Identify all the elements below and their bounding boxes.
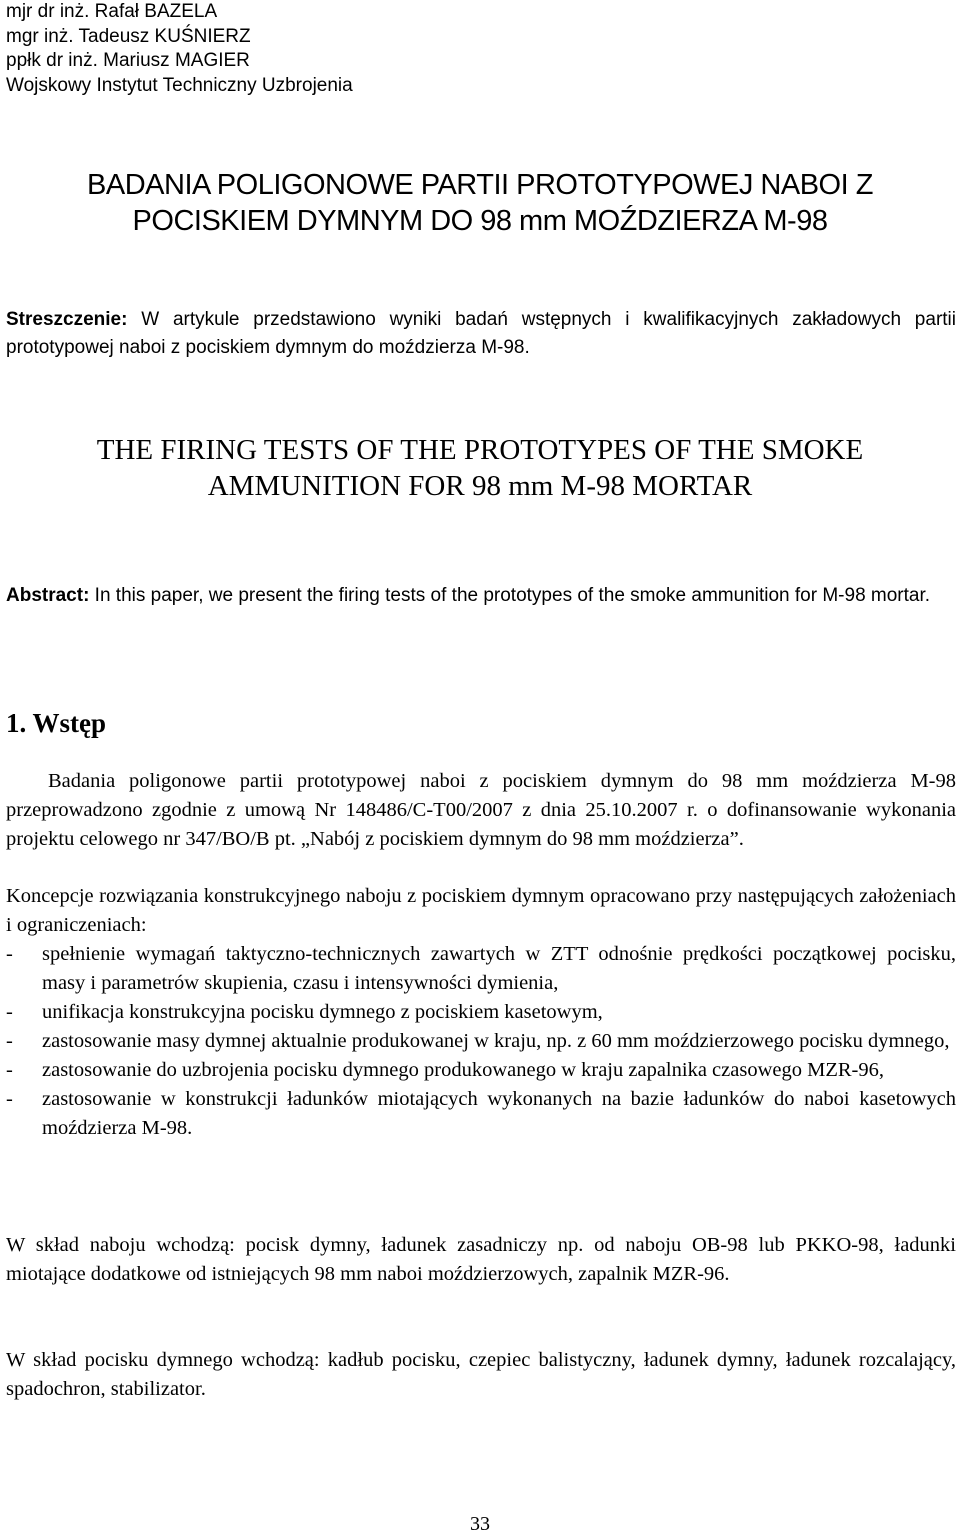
list-dash: -	[6, 943, 13, 965]
list-item-text: unifikacja konstrukcyjna pocisku dymnego z pociskiem kasetowym,	[42, 1001, 603, 1023]
list-item-text: zastosowanie w konstrukcji ładunków miotających wykonanych na bazie ładunków do naboi kasetowych moździerza M-98.	[42, 1088, 956, 1139]
author-3: ppłk dr inż. Mariusz MAGIER	[6, 50, 250, 71]
list-item	[6, 1056, 956, 1085]
author-block	[6, 0, 353, 98]
abstract-english	[6, 582, 956, 610]
title-english-line-2: AMMUNITION FOR 98 mm M-98 MORTAR	[207, 470, 753, 502]
list-item-text: zastosowanie masy dymnej aktualnie produkowanej w kraju, np. z 60 mm moździerzowego pocisku dymnego,	[42, 1030, 950, 1052]
list-item	[6, 940, 956, 998]
section-heading: 1. Wstęp	[6, 708, 107, 738]
list-dash: -	[6, 1030, 13, 1052]
title-polish-line-1: BADANIA POLIGONOWE PARTII PROTOTYPOWEJ NABOI Z	[87, 169, 873, 201]
abstract-english-text: In this paper, we present the firing tests of the prototypes of the smoke ammunition for M-98 mortar.	[89, 585, 931, 606]
title-polish	[0, 167, 960, 239]
title-english-line-1: THE FIRING TESTS OF THE PROTOTYPES OF THE SMOKE	[96, 434, 864, 466]
list-item	[6, 1027, 956, 1056]
abstract-polish-text: W artykule przedstawiono wyniki badań wstępnych i kwalifikacyjnych zakładowych partii prototypowej naboi z pociskiem dymnym do moździerza M-98.	[6, 309, 956, 358]
list-item-text: spełnienie wymagań taktyczno-technicznych zawartych w ZTT odnośnie prędkości początkowej pocisku, masy i parametrów skupienia, czasu i intensywności dymienia,	[42, 943, 956, 994]
list-dash: -	[6, 1001, 13, 1023]
list-item	[6, 998, 956, 1027]
list-dash: -	[6, 1059, 13, 1081]
paragraph-3: W skład naboju wchodzą: pocisk dymny, ładunek zasadniczy np. od naboju OB-98 lub PKKO-98, ładunki miotające dodatkowe od istniejących 98 mm naboi moździerzowych, zapalnik MZR-96.	[6, 1234, 956, 1285]
title-english	[0, 432, 960, 504]
list-dash: -	[6, 1088, 13, 1110]
paragraph-1: Badania poligonowe partii prototypowej naboi z pociskiem dymnym do 98 mm moździerza M-98 przeprowadzono zgodnie z umową Nr 148486/C-T00/2007 z dnia 25.10.2007 r. o dofinansowanie wykonania projektu celowego nr 347/BO/B pt. „Nabój z pociskiem dymnym do 98 mm moździerza”.	[6, 770, 956, 850]
author-2: mgr inż. Tadeusz KUŚNIERZ	[6, 25, 251, 47]
title-polish-line-2: POCISKIEM DYMNYM DO 98 mm MOŹDZIERZA M-98	[132, 205, 828, 237]
affiliation: Wojskowy Instytut Techniczny Uzbrojenia	[6, 74, 353, 96]
list-item-text: zastosowanie do uzbrojenia pocisku dymnego produkowanego w kraju zapalnika czasowego MZR-96,	[42, 1059, 884, 1081]
abstract-english-label: Abstract:	[6, 585, 90, 606]
paragraph-4: W skład pocisku dymnego wchodzą: kadłub pocisku, czepiec balistyczny, ładunek dymny, ładunek rozcalający, spadochron, stabilizator.	[6, 1349, 956, 1400]
page-number: 33	[470, 1513, 490, 1535]
abstract-polish	[6, 306, 956, 362]
author-1: mjr dr inż. Rafał BAZELA	[6, 1, 218, 22]
requirements-list	[6, 940, 956, 1143]
paragraph-2: Koncepcje rozwiązania konstrukcyjnego naboju z pociskiem dymnym opracowano przy następujących założeniach i ograniczeniach:	[6, 885, 956, 936]
abstract-polish-label: Streszczenie:	[6, 309, 128, 330]
list-item	[6, 1085, 956, 1143]
